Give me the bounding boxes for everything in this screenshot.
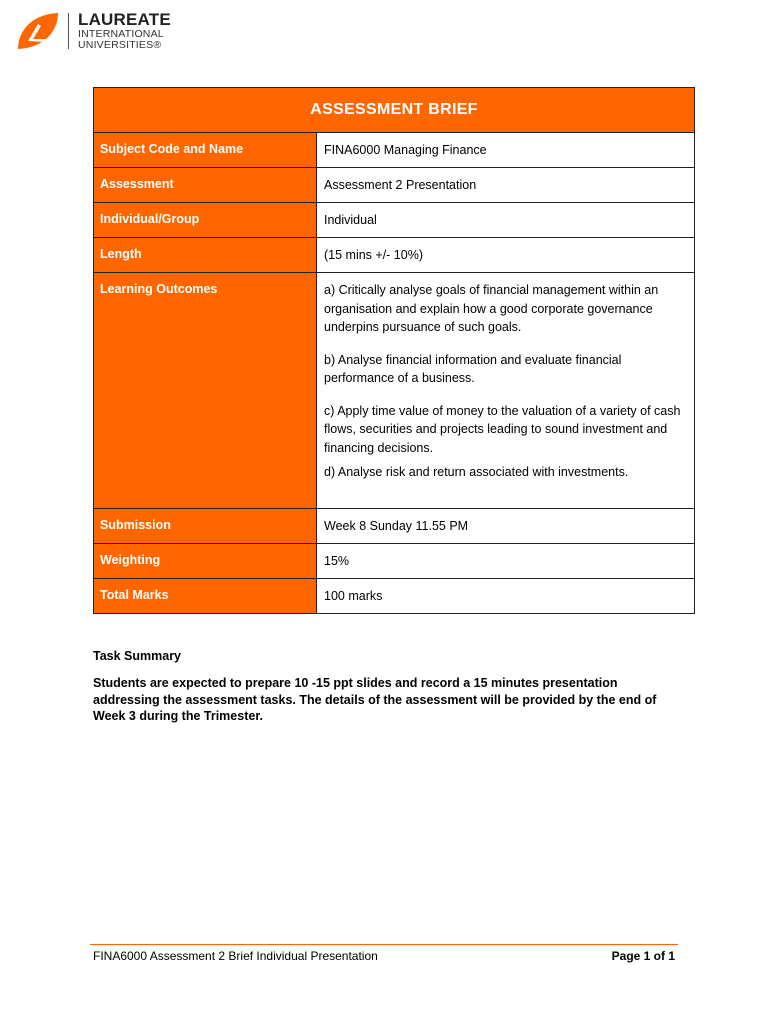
- logo-brand: LAUREATE: [78, 10, 171, 29]
- row-label-individual-group: Individual/Group: [94, 203, 317, 238]
- row-label-length: Length: [94, 238, 317, 273]
- logo-divider: [68, 13, 69, 49]
- brief-title: ASSESSMENT BRIEF: [94, 88, 695, 133]
- assessment-brief-table: [93, 87, 695, 614]
- footer-page-number: Page 1 of 1: [611, 949, 675, 963]
- logo-text: [78, 11, 171, 51]
- footer-divider: [90, 944, 678, 945]
- table-row: [94, 579, 695, 614]
- table-row: [94, 544, 695, 579]
- learning-outcome-c: c) Apply time value of money to the valuation of a variety of cash flows, securities and projects leading to sound investment and financing decisions.: [324, 403, 681, 455]
- row-value-individual-group: Individual: [317, 203, 695, 238]
- row-value-assessment: Assessment 2 Presentation: [317, 168, 695, 203]
- logo-line1: INTERNATIONAL: [78, 28, 164, 40]
- laureate-logo: [16, 11, 176, 51]
- footer-document-title: FINA6000 Assessment 2 Brief Individual Presentation: [93, 949, 378, 963]
- task-summary-heading: Task Summary: [93, 649, 182, 663]
- logo-line2: UNIVERSITIES®: [78, 39, 162, 51]
- row-value-length: (15 mins +/- 10%): [317, 238, 695, 273]
- table-row: [94, 273, 695, 509]
- row-label-assessment: Assessment: [94, 168, 317, 203]
- table-row: [94, 509, 695, 544]
- learning-outcomes-list: [317, 273, 695, 509]
- row-value-weighting: 15%: [317, 544, 695, 579]
- learning-outcome-d: d) Analyse risk and return associated with investments.: [324, 465, 629, 479]
- table-row: [94, 203, 695, 238]
- table-row: [94, 133, 695, 168]
- row-label-submission: Submission: [94, 509, 317, 544]
- table-row: [94, 238, 695, 273]
- row-label-weighting: Weighting: [94, 544, 317, 579]
- row-value-subject: FINA6000 Managing Finance: [317, 133, 695, 168]
- row-label-total-marks: Total Marks: [94, 579, 317, 614]
- row-label-learning-outcomes: Learning Outcomes: [94, 273, 317, 509]
- row-value-total-marks: 100 marks: [317, 579, 695, 614]
- task-summary-body: Students are expected to prepare 10 -15 ppt slides and record a 15 minutes presentation addressing the assessment tasks. The details of the assessment will be provided by the end of Week 3 during the Trimester.: [93, 676, 657, 723]
- row-label-subject: Subject Code and Name: [94, 133, 317, 168]
- leaf-icon: [16, 11, 60, 51]
- learning-outcome-b: b) Analyse financial information and evaluate financial performance of a business.: [324, 352, 622, 385]
- table-row: [94, 168, 695, 203]
- row-value-submission: Week 8 Sunday 11.55 PM: [317, 509, 695, 544]
- learning-outcome-a: a) Critically analyse goals of financial management within an organisation and explain how a good corporate governance underpins pursuance of such goals.: [324, 283, 659, 334]
